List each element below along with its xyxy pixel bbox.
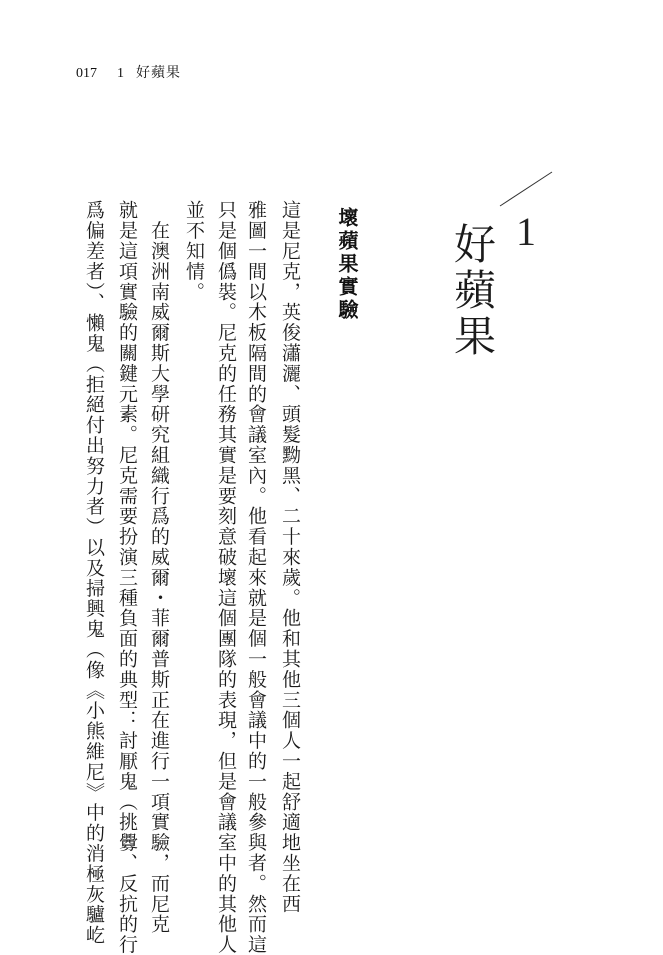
body-column: 就是這項實驗的關鍵元素。尼克需要扮演三種負面的典型：討厭鬼（挑釁、反抗的行 (116, 200, 138, 955)
body-column: 這是尼克，英俊瀟灑、頭髮黝黑、二十來歲。他和其他三個人一起舒適地坐在西 (279, 200, 301, 914)
decorative-slash-divider (498, 170, 554, 208)
chapter-title: 好蘋果 (448, 222, 497, 360)
header-chapter-title: 好蘋果 (136, 66, 181, 81)
body-column: 在澳洲南威爾斯大學研究組織行爲的威爾・菲爾普斯正在進行一項實驗，而尼克 (148, 200, 170, 935)
header-chapter-number: 1 (117, 66, 124, 81)
body-column: 爲偏差者）、懶鬼（拒絕付出努力者）以及掃興鬼（像《小熊維尼》中的消極灰驢屹 (83, 200, 105, 946)
running-header (76, 62, 181, 84)
body-column: 並不知情。 (183, 200, 205, 302)
section-heading: 壞蘋果實驗 (335, 207, 359, 322)
body-column: 雅圖一間以木板隔間的會議室內。他看起來就是個一般會議中的一般參與者。然而這 (245, 200, 267, 955)
body-column: 只是個僞裝。尼克的任務其實是要刻意破壞這個團隊的表現，但是會議室中的其他人 (215, 200, 237, 955)
chapter-number: 1 (516, 209, 536, 254)
page-number: 017 (76, 66, 97, 81)
